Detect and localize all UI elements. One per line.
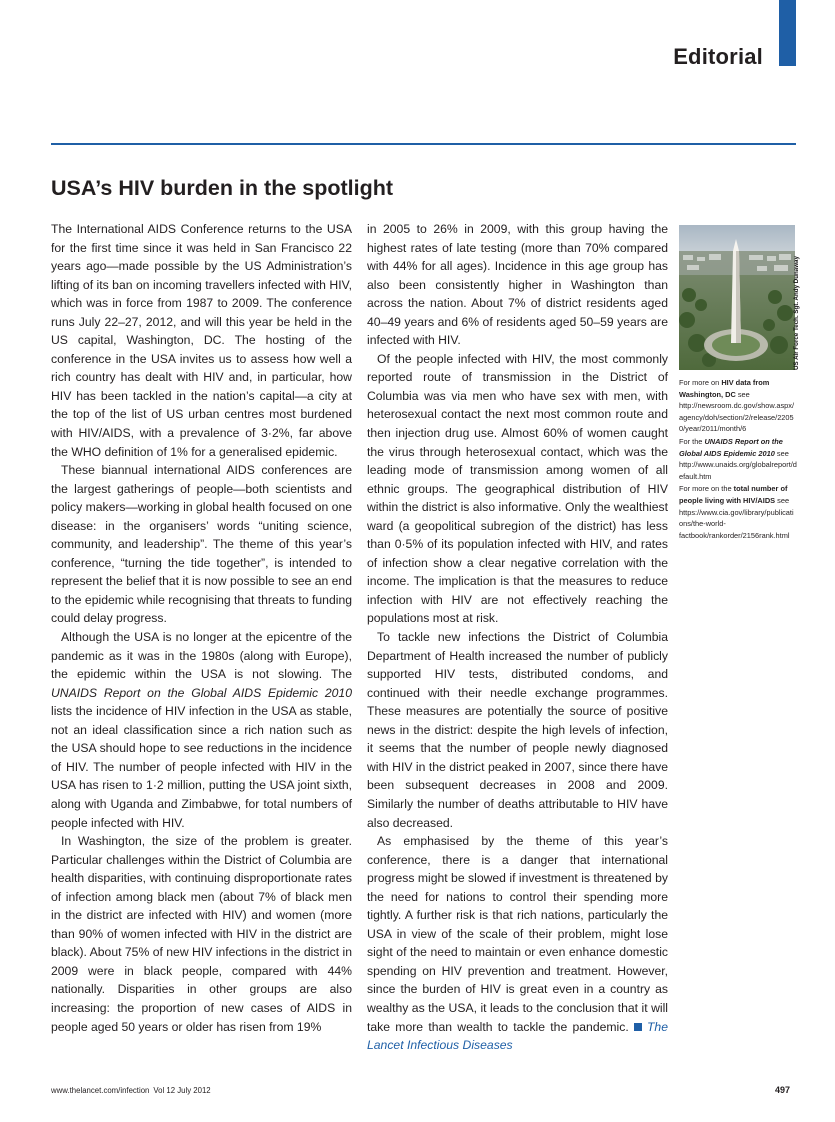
paragraph-text: As emphasised by the theme of this year’s conference, there is a danger that international progress might be slowed if investment is threatened by the need for nations to control their spending more tightly. A further risk is that rich nations, particularly the USA in view of the scale of their problem, might lose sight of the need to maintain or even enhance domestic spending on HIV prevention and treatment. However, since the burden of HIV is great even in a country as wealthy as the USA, it leads to the conclusion that it will take more than wealth to tackle the pandemic. — [367, 834, 668, 1034]
sidenote-text: For more on — [679, 378, 722, 387]
paragraph: These biannual international AIDS conferences are the largest gatherings of people—both scientists and policy makers—working in global health focused on one disease: in the organisers’ words “uniting science, community, and leadership”. The theme of this year’s conference, “turning the tide together”, is intended to represent the belief that it is now possible to see an end to the epidemic while recognising that threats to funding could delay progress. — [51, 463, 352, 626]
sidenote-topic: HIV data from Washington, DC — [679, 378, 770, 399]
header-rule — [51, 143, 796, 145]
end-square-icon — [634, 1023, 642, 1031]
sidenote-unaids-report — [679, 436, 797, 482]
paragraph-text: Although the USA is no longer at the epicentre of the pandemic as it was in the 1980s (along with Europe), the epidemic within the USA is not slowing. The — [51, 630, 352, 682]
photo-credit — [783, 226, 800, 370]
sidenotes — [679, 377, 797, 542]
sidenote-text: see — [774, 448, 789, 458]
sidenote-total-number — [679, 483, 797, 541]
footer-volume: Vol 12 — [153, 1086, 176, 1095]
paragraph — [51, 628, 352, 832]
section-accent-bar — [779, 0, 796, 66]
article-column-1 — [51, 220, 352, 1036]
paragraph: in 2005 to 26% in 2009, with this group having the highest rates of late testing (more than 70% compared with 44% for all ages). Incidence in this age group has also been consistently higher in Washington than across the nation. About 7% of district residents aged 40–49 years and 6% of residents aged 50–59 years are infected with HIV. — [367, 222, 668, 348]
washington-monument-photo — [679, 225, 795, 370]
paragraph: To tackle new infections the District of Columbia Department of Health increased the number of publicly supported HIV tests, distributed condoms, and continued with their needle exchange programmes. These measures are potentially the source of positive news in the district: despite the high levels of infection, it seems that the number of people newly diagnosed with HIV in the district peaked in 2007, since there have been subsequent decreases in 2008 and 2009. Similarly the number of deaths attributable to HIV have also decreased. — [367, 630, 668, 830]
paragraph: The International AIDS Conference returns to the USA for the first time since it was held in San Francisco 22 years ago—made possible by the US Administration’s lifting of its ban on incoming travellers infected with HIV, which was in force from 1987 to 2009. The conference runs July 22–27, 2012, and will this year be held in the US capital, Washington, DC. The hosting of the conference in the USA invites us to assess how well a rich country has dealt with HIV and, in particular, how HIV has been tackled in the nation’s capital—a city at the top of the list of US urban centres most burdened with HIV/AIDS, with a prevalence of 3·2%, far above the WHO definition of 1% for a generalised epidemic. — [51, 222, 352, 459]
sidenote-topic: UNAIDS Report on the Global AIDS Epidemic 2010 — [679, 436, 783, 458]
aerial-photo-illustration — [679, 225, 795, 370]
footer-citation — [51, 1086, 211, 1095]
sidenote-hiv-data — [679, 377, 797, 435]
page-number: 497 — [774, 1085, 790, 1095]
paragraph-text: lists the incidence of HIV infection in the USA as stable, not an ideal classification since a rich nation such as the USA should hope to see reductions in the incidence of HIV. The number of people infected with HIV in the USA has risen to 1·2 million, putting the USA joint sixth, along with Uganda and Zimbabwe, for total numbers of people infected with HIV. — [51, 704, 352, 830]
paragraph — [367, 832, 668, 1055]
photo-credit-text: US Air Force Tech. Sgt. Andy Dunaway — [793, 256, 800, 370]
section-label: Editorial — [673, 44, 763, 69]
sidenote-text: For more on the — [679, 484, 734, 494]
sidenote-text: see — [775, 495, 790, 505]
footer-date: July 2012 — [177, 1086, 211, 1095]
sidenote-text: see — [735, 389, 750, 399]
report-title: UNAIDS Report on the Global AIDS Epidemic 2010 — [51, 685, 352, 700]
footer-url[interactable]: www.thelancet.com/infection — [51, 1086, 150, 1095]
paragraph: Of the people infected with HIV, the most commonly reported route of transmission in the District of Columbia was via men who have sex with men, with heterosexual contact the next most common route and then injection drug use. Almost 60% of women caught the virus through heterosexual contact, which was the leading mode of transmission among women of all ethnic groups. The geographical distribution of HIV within the district is also informative. Only the wealthiest ward (a geopolitical subregion of the district) has less than 0·5% of its population infected with HIV, and rates of infection show a clear negative correlation with the income. The implication is that the measures to reduce infection with HIV are not effectively reaching the populations most at risk. — [367, 351, 668, 626]
sidenote-link[interactable]: http://newsroom.dc.gov/show.aspx/agency/doh/section/2/release/22050/year/2011/month/6 — [679, 401, 795, 434]
article-column-2 — [367, 220, 668, 1055]
article-title: USA’s HIV burden in the spotlight — [51, 176, 394, 200]
signoff: The Lancet Infectious Diseases — [367, 1019, 668, 1053]
sidenote-topic: total number of people living with HIV/AIDS — [679, 484, 788, 505]
paragraph: In Washington, the size of the problem is greater. Particular challenges within the District of Columbia are health disparities, with continuing disproportionate rates of infection among black men (about 7% of black men in the district are infected with HIV) and women (more than 90% of women infected with HIV in the district are black). About 75% of new HIV infections in the district in 2009 were in black people, compared with 44% nationally. Disparities in other groups are also increasing: the proportion of new cases of AIDS in people aged 50 years or older has risen from 19% — [51, 834, 352, 1034]
sidenote-link[interactable]: http://www.unaids.org/globalreport/default.htm — [679, 460, 797, 481]
sidenote-text: For the — [679, 436, 705, 446]
sidenote-link[interactable]: https://www.cia.gov/library/publications/the-world-factbook/rankorder/2156rank.html — [679, 507, 794, 540]
